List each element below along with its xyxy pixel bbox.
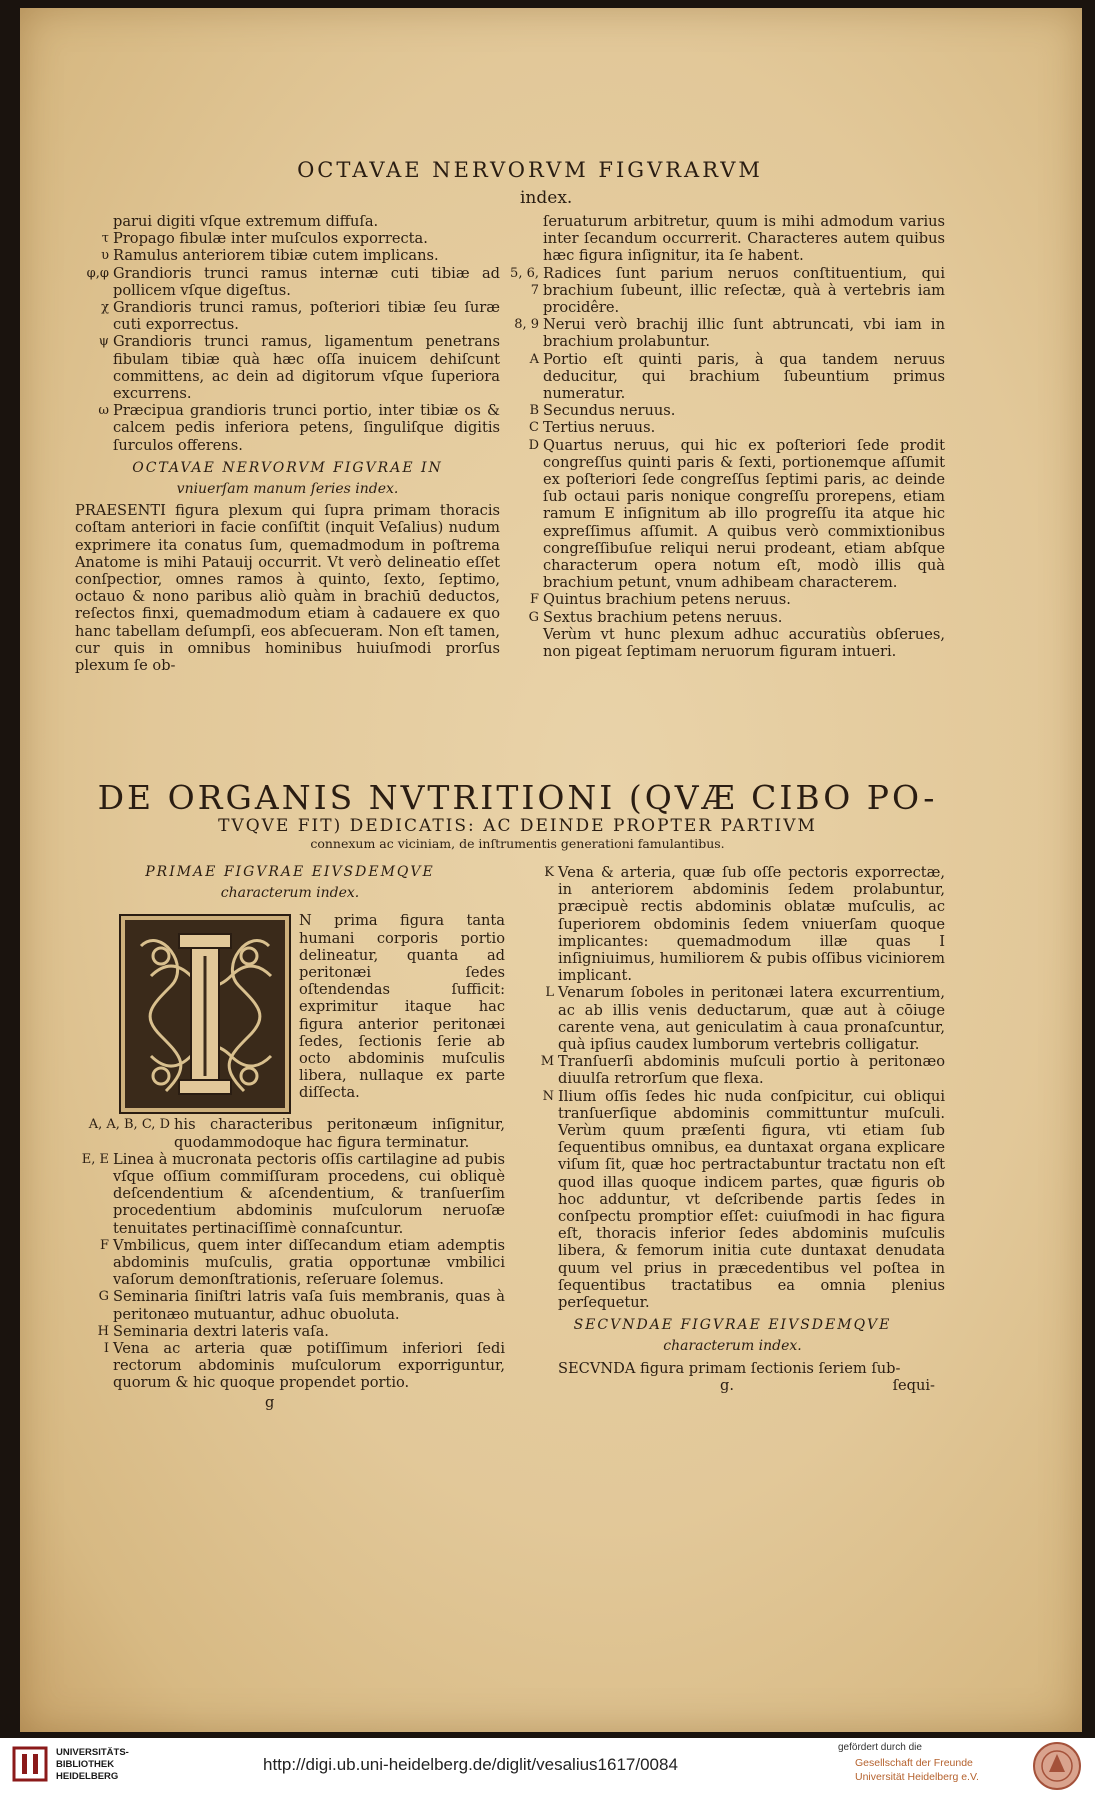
entry-mark: F [99,1237,109,1253]
entry-text: Quintus brachium petens neruus. [543,591,791,609]
entry-text: Radices ſunt parium neruos conſtituentium, qui brachium ſubeunt, illic reſectæ, quà à vertebris iam procidêre. [543,264,945,317]
viewer-footer [0,1738,1095,1794]
section-subheading: PRIMAE FIGVRAE EIVSDEMQVE [145,864,435,880]
entry-text: Nerui verò brachij illic ſunt abtruncati, vbi iam in brachium prolabuntur. [543,316,945,351]
index-entry [505,419,945,436]
entry-text: Seminaria dextri lateris vaſa. [113,1322,329,1340]
index-entry [520,1053,945,1087]
section-subheading-2: characterum index. [663,1338,802,1355]
entry-mark: A [529,351,539,367]
entry-text: Seminaria ſiniſtri latris vaſa ſuis membranis, quas à peritonæo mutuantur, adhuc obuoluta. [113,1288,505,1323]
entry-mark: E, E [81,1151,109,1167]
index-entry [75,247,500,264]
running-header: OCTAVAE NERVORVM FIGVRARVM [297,158,763,182]
entry-mark: G [528,609,539,625]
entry-mark: F [529,592,539,608]
entry-mark: I [103,1341,109,1357]
decorated-initial-i [119,914,291,1114]
entry-mark: ω [98,403,109,419]
sponsor-name [855,1756,979,1784]
entry-mark: φ,φ [86,265,109,281]
library-name-line-1: UNIVERSITÄTS- [56,1747,129,1758]
entry-mark: N [542,1088,554,1104]
section-subheading-2: characterum index. [220,885,360,902]
entry-text: Grandioris trunci ramus, poſteriori tibiæ ſeu ſuræ cuti exporrectus. [113,299,500,334]
running-header-sub: index. [520,188,573,208]
entry-text: Ramulus anteriorem tibiæ cutem implicans. [113,247,439,265]
library-name-line-2: BIBLIOTHEK [56,1759,115,1770]
index-entry [75,213,500,230]
index-entry [505,402,945,419]
library-name [56,1747,129,1783]
index-entry [75,230,500,247]
intro-paragraph: N prima figura tanta humani corporis portio delineatur, quanta ad peritonæi ſedes oſtendendas ſufficit: exprimitur itaque hac figura anterior peritonæi ſedes, ſectionis ſerie ab octo abdominis muſculis libera, nullaque ex parte diſſecta. [299,912,505,1102]
index-entry [505,609,945,626]
entry-text: Præcipua grandioris trunci portio, inter tibiæ os & calcem pedis inferiora petens, ſinguliſque digitis ſurculos offerens. [113,402,500,454]
library-name-line-3: HEIDELBERG [56,1771,119,1782]
permalink-url[interactable]: http://digi.ub.uni-heidelberg.de/diglit/vesalius1617/0084 [263,1755,678,1774]
entry-text: Grandioris trunci ramus, ligamentum penetrans fibulam tibiæ quà hæc oſſa inuicem dehiſcunt committens, ac dein ad digitorum vſque ſuperiora excurrens. [113,333,500,403]
chapter-title-line-3: connexum ac viciniam, de inſtrumentis generationi famulantibus. [310,836,725,851]
index-entry [520,984,945,1053]
entry-text: Vena & arteria, quæ ſub oſſe pectoris exporrectæ, in anteriorem abdominis ſedem prolabuntur, præcipuè rectis abdominis oblatæ muſculis, ac ſuperiorem obdominis ſedem vniuerſam quoque implicantes: quemadmodum illæ quas I inſigniuimus, humiliorem & pubis oſſibus viciniorem implicant. [558,864,945,985]
entry-text: his characteribus peritonæum inſignitur, quodammodoque hac figura terminatur. [174,1116,505,1151]
entry-mark: 5, 6, 7 [510,265,539,298]
entry-mark: L [545,985,554,1001]
index-entry [75,265,500,299]
index-entry [75,299,500,333]
entry-mark: H [97,1323,109,1339]
index-entry [520,1088,945,1312]
entry-text: parui digiti vſque extremum diffuſa. [113,213,379,230]
entry-text: Tranſuerſi abdominis muſculi portio à peritonæo diuulſa retrorſum que flexa. [558,1053,945,1088]
entry-text: Linea à mucronata pectoris oſſis cartilagine ad pubis vſque oſſium commiſſuram procedens, cui obliquè deſcendentium & aſcendentium, & tranſuerſim procedentium abdominis muſculorum neruoſæ tenuitates pertinaciſſimè connaſcuntur. [113,1150,505,1237]
entry-text: Propago fibulæ inter muſculos exporrecta. [113,230,428,248]
entry-text: Sextus brachium petens neruus. [543,608,783,626]
index-entry [505,591,945,608]
index-entry [505,626,945,660]
left-column-bottom [75,864,505,1411]
index-entry [75,402,500,454]
index-entry [505,437,945,592]
body-paragraph: SECVNDA figura primam ſectionis ſeriem ſub- [558,1359,901,1377]
index-entry [505,316,945,350]
left-column-top [75,213,500,674]
index-entry [75,1340,505,1392]
catchword: ſequi- [892,1376,935,1394]
entry-text: Verùm vt hunc plexum adhuc accuratiùs obſerues, non pigeat ſeptimam neruorum figuram intueri. [543,625,945,661]
entry-text: Vena ac arteria quæ potiſſimum inferiori ſedi rectorum abdominis muſculorum exporriguntur, quorum & hic quoque propendet portio. [113,1340,505,1392]
entry-text: Ilium oſſis ſedes hic nuda conſpicitur, cui obliqui tranſuerſique abdominis committuntur muſculi. Verùm quum præſenti figura, vti etiam ſub ſequentibus omnibus, ea duntaxat organa explicare viſum ſit, quæ hoc pertractabuntur tractatu non eſt quod illas quoque indicem partes, quæ figuris ob hoc adduntur, vt deſcribende partis ſedes in conſpectu promptior eſſet: cuiuſmodi in hac figura eſt, thoracis inferior ſedes abdominis muſculis libera, & femorum initia cute duntaxat denudata quum vel prius in præcedentibus vel poſtea in ſequentibus tractatibus ea omnia plenius perſequetur. [558,1087,945,1312]
body-paragraph: PRAESENTI figura plexum qui ſupra primam thoracis coſtam anteriori in facie conſiſtit (inquit Veſalius) nudum exprimere ita conatus ſum, quemadmodum in poſtrema Anatome is mihi Patauij occurrit. Vt verò delineatio eſſet conſpectior, omnes ramos à quinto, ſexto, ſeptimo, octauo & nono paribus aliò quàm in brachiū deductos, reſectos finxi, quemadmodum etiam à cadauere ex quo hanc tabellam deſumpſi, eos abſecueram. Non eſt tamen, cur quis in omnibus hominibus huiuſmodi prorſus plexum ſe ob- [75,502,500,675]
university-seal-icon [1027,1740,1087,1792]
index-entry [505,213,945,265]
entry-mark: B [529,403,539,419]
signature-mark: g [265,1393,275,1411]
section-subheading-2: vniuerſam manum ſeries index. [176,481,399,498]
entry-text: Grandioris trunci ramus internæ cuti tibiæ ad pollicem vſque digeſtus. [113,264,500,299]
index-entry [75,1323,505,1340]
entry-mark: τ [101,231,109,247]
entry-mark: M [540,1054,554,1070]
entry-mark: 8, 9 [514,317,539,333]
entry-mark: A, A, B, C, D [88,1117,170,1133]
sponsor-line-2: Universität Heidelberg e.V. [855,1771,979,1783]
entry-mark [75,213,113,230]
sponsor-line-1: Gesellschaft der Freunde [855,1757,973,1769]
right-column-top [505,213,945,660]
entry-mark: ψ [98,334,109,350]
entry-text: Secundus neruus. [543,402,676,420]
entry-mark: D [528,437,539,453]
index-entry [75,333,500,402]
index-entry [75,1116,505,1150]
university-library-logo-icon [10,1744,50,1784]
index-entry [520,864,945,984]
entry-mark: K [544,865,554,880]
index-entry [505,351,945,403]
section-subheading: OCTAVAE NERVORVM FIGVRAE IN [132,459,443,476]
entry-mark: G [98,1289,109,1305]
index-entry [75,1151,505,1237]
index-entry [75,1237,505,1289]
entry-mark: υ [101,248,109,264]
entry-mark [505,626,543,660]
ornament-icon [121,916,289,1112]
chapter-title: DE ORGANIS NVTRITIONI (QVÆ CIBO PO- [97,778,938,817]
section-subheading: SECVNDAE FIGVRAE EIVSDEMQVE [573,1317,892,1334]
entry-text: Venarum ſoboles in peritonæi latera excurrentium, ac ab illis venis deductarum, quæ aut à cōiuge carente vena, aut geniculatim à caua pronaſcuntur, quà ipſius caudex lumborum vertebris colligatur. [558,984,945,1054]
chapter-title-line-2: TVQVE FIT) DEDICATIS: AC DEINDE PROPTER PARTIVM [218,816,817,836]
sponsor-heading: gefördert durch die [838,1742,922,1753]
entry-text: Portio eſt quinti paris, à qua tandem neruus deducitur, qui brachium ſubeuntium primus numeratur. [543,350,945,403]
index-entry [75,1288,505,1322]
entry-text: Tertius neruus. [543,419,656,437]
entry-text: ſeruaturum arbitretur, quum is mihi admodum varius inter ſecandum occurrerit. Characteres autem quibus hæc figura inſignitur, ita ſe habent. [543,213,945,265]
right-column-bottom [520,864,945,1394]
index-entry [505,265,945,317]
signature-mark: g. [720,1376,734,1394]
entry-mark: C [529,420,539,436]
entry-text: Quartus neruus, qui hic ex poſteriori ſede prodit congreſſus quinti paris & ſexti, portionemque aſſumit ex poſteriori ſede congreſſus ſeptimi paris, ac deinde ſub octaui paris nonique congreſſu prorepens, etiam ramum E inſignitum ab illo progreſſu ita atque hic expreſſimus aſſumit. A quibus verò commixtionibus congreſſibuſue reliqui nerui prodeant, etiam abſque characterum opera notum eſt, modò illis quà brachium petunt, vnum adhibeam characterem. [543,436,945,592]
entry-mark [505,213,543,265]
book-page [20,8,1082,1732]
entry-mark: χ [101,300,109,316]
entry-text: Vmbilicus, quem inter diſſecandum etiam ademptis abdominis muſculis, gratia opportunæ vmbilici vaſorum demonſtrationis, reſeruare ſolemus. [113,1236,505,1289]
